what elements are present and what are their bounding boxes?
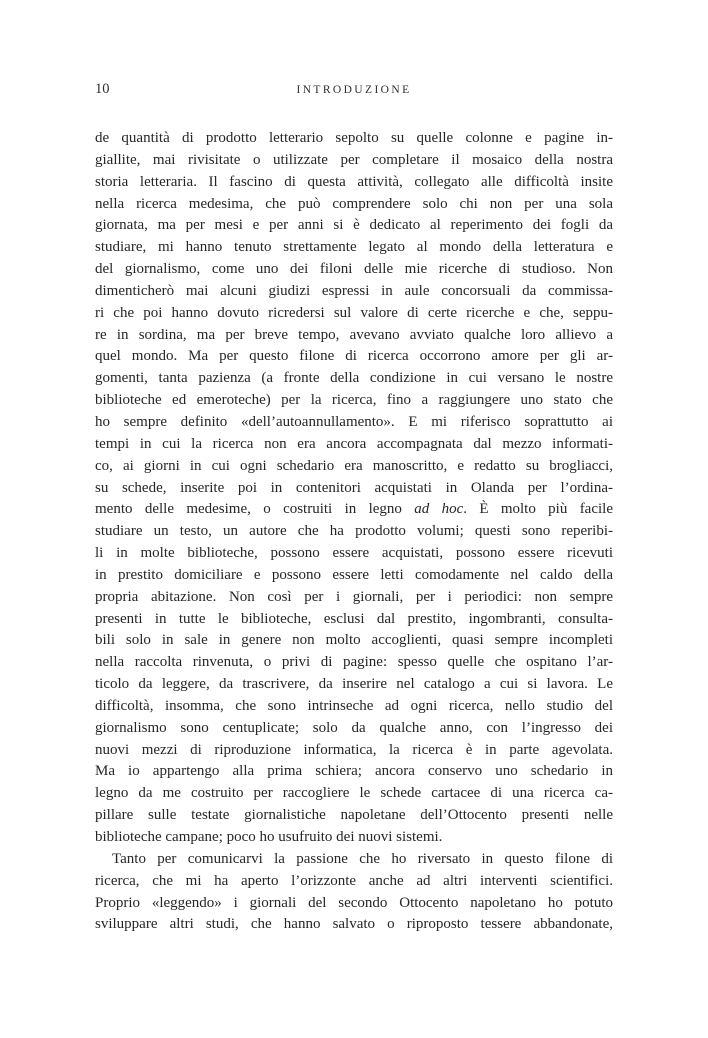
text-line: giallite, mai rivisitate o utilizzate per completare il mosaico della nostra	[95, 151, 613, 168]
text-line: sviluppare altri studi, che hanno salvato o riproposto tessere abbandonate,	[95, 916, 613, 933]
text-line: ricerca, che mi ha aperto l’orizzonte anche ad altri interventi scientifici.	[95, 872, 613, 889]
text-line: storia letteraria. Il fascino di questa attività, collegato alle difficoltà insite	[95, 173, 613, 190]
text-line: nuovi mezzi di riproduzione informatica, la ricerca è in parte agevolata.	[95, 741, 613, 758]
text-line: bili solo in sale in genere non molto accoglienti, quasi sempre incompleti	[95, 632, 613, 649]
running-header: INTRODUZIONE	[296, 84, 412, 96]
text-line: propria abitazione. Non così per i giornali, per i periodici: non sempre	[95, 588, 613, 605]
text-line: biblioteche ed emeroteche) per la ricerca, fino a raggiungere uno stato che	[95, 392, 613, 409]
text-line: del giornalismo, come uno dei filoni delle mie ricerche di studioso. Non	[95, 261, 613, 278]
text-line: re in sordina, ma per breve tempo, avevano avviato qualche loro allievo a	[95, 326, 613, 343]
text-line: in prestito domiciliare e possono essere letti comodamente nel caldo della	[95, 566, 613, 583]
paragraph-start-line: Tanto per comunicarvi la passione che ho riversato in questo filone di	[112, 850, 613, 867]
text-line: de quantità di prodotto letterario sepolto su quelle colonne e pagine in-	[95, 130, 613, 146]
text-line: Proprio «leggendo» i giornali del secondo Ottocento napoletano ho potuto	[95, 894, 613, 911]
text-line: quel mondo. Ma per questo filone di ricerca occorrono amore per gli ar-	[95, 348, 613, 365]
paragraph-end-line: biblioteche campane; poco ho usufruito dei nuovi sistemi.	[95, 829, 443, 845]
text-line-with-italic	[95, 499, 613, 521]
text-line: pillare sulle testate giornalistiche napoletane dell’Ottocento presenti nelle	[95, 807, 613, 824]
text-line: co, ai giorni in cui ogni schedario era manoscritto, e redatto su brogliacci,	[95, 457, 613, 474]
text-line: ticolo da leggere, da trascrivere, da inserire nel catalogo a cui si lavora. Le	[95, 676, 613, 693]
text-line: ho sempre definito «dell’autoannullamento». E mi riferisco soprattutto ai	[95, 413, 613, 430]
body-text	[95, 128, 613, 936]
text-line: presenti in tutte le biblioteche, esclusi dal prestito, ingombranti, consulta-	[95, 610, 613, 627]
page-number: 10	[95, 81, 110, 97]
text-line: gomenti, tanta pazienza (a fronte della condizione in cui versano le nostre	[95, 370, 613, 387]
text-line: Ma io appartengo alla prima schiera; ancora conservo uno schedario in	[95, 763, 613, 780]
text-line: giornata, ma per mesi e per anni si è dedicato al reperimento dei fogli da	[95, 217, 613, 234]
page-header	[95, 81, 613, 97]
text-line: difficoltà, insomma, che sono intrinseche ad ogni ricerca, nello studio del	[95, 697, 613, 714]
text-line: li in molte biblioteche, possono essere acquistati, possono essere ricevuti	[95, 545, 613, 562]
italic-phrase: ad hoc	[414, 501, 464, 518]
text-line: tempi in cui la ricerca non era ancora accompagnata dal mezzo informati-	[95, 435, 613, 452]
text-line: nella raccolta rinvenuta, o privi di pagine: spesso quelle che ospitano l’ar-	[95, 654, 613, 671]
text-segment: . È molto più facile	[463, 501, 613, 518]
text-line: studiare un testo, un autore che ha prodotto volumi; questi sono reperibi-	[95, 523, 613, 540]
text-line: studiare, mi hanno tenuto strettamente legato al mondo della letteratura e	[95, 239, 613, 256]
text-line: dimenticherò mai alcuni giudizi espressi in aule concorsuali da commissa-	[95, 282, 613, 299]
text-line: legno da me costruito per raccogliere le schede cartacee di una ricerca ca-	[95, 785, 613, 802]
text-segment: mento delle medesime, o costruiti in legno	[95, 501, 415, 518]
text-line: ri che poi hanno dovuto ricredersi sul valore di certe ricerche e che, seppu-	[95, 304, 613, 321]
text-line: nella ricerca medesima, che può comprendere solo chi non per una sola	[95, 195, 613, 212]
text-line: su schede, inserite poi in contenitori acquistati in Olanda per l’ordina-	[95, 479, 613, 496]
text-line: giornalismo sono centuplicate; solo da qualche anno, con l’ingresso dei	[95, 719, 613, 736]
